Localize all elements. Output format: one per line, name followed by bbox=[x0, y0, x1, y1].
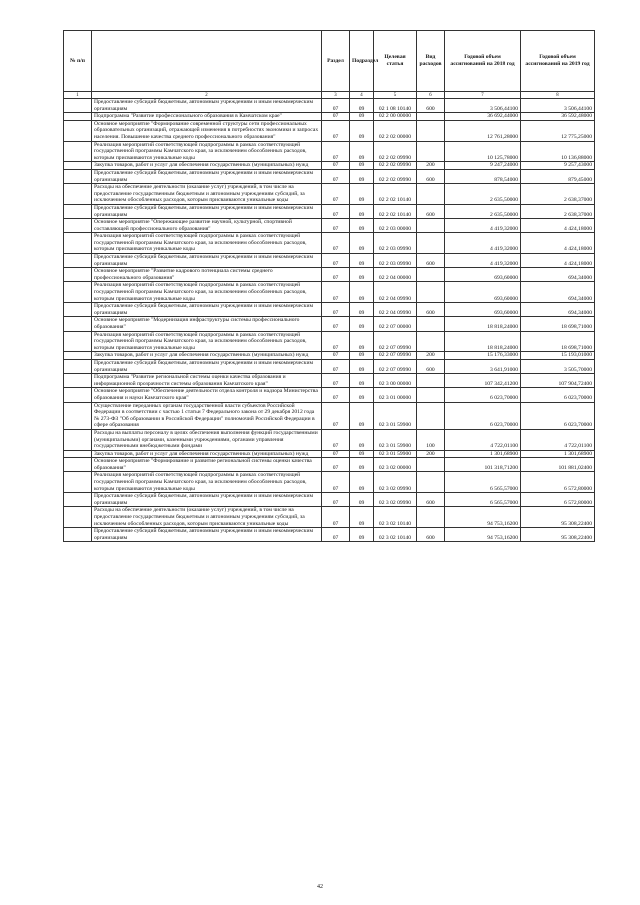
row-vid bbox=[417, 374, 445, 388]
row-number-cell bbox=[64, 507, 92, 528]
header-2019: Годовой объем ассигнований на 2019 год bbox=[521, 31, 595, 92]
table-row bbox=[64, 141, 595, 162]
row-vid: 600 bbox=[417, 303, 445, 317]
table-row bbox=[64, 162, 595, 170]
row-number-cell bbox=[64, 120, 92, 141]
row-number-cell bbox=[64, 254, 92, 268]
row-amount-2018: 693,60000 bbox=[445, 282, 521, 303]
row-podrazdel: 09 bbox=[350, 282, 374, 303]
column-number: 7 bbox=[445, 92, 521, 99]
row-amount-2018: 2 635,50000 bbox=[445, 184, 521, 205]
row-vid bbox=[417, 233, 445, 254]
row-number-cell bbox=[64, 472, 92, 493]
table-row bbox=[64, 204, 595, 218]
row-razdel: 07 bbox=[322, 169, 350, 183]
row-vid: 600 bbox=[417, 254, 445, 268]
table-row bbox=[64, 388, 595, 402]
table-row bbox=[64, 458, 595, 472]
row-amount-2019: 107 904,72400 bbox=[521, 374, 595, 388]
row-vid: 600 bbox=[417, 99, 445, 113]
row-podrazdel: 09 bbox=[350, 169, 374, 183]
row-number-cell bbox=[64, 528, 92, 542]
row-description: Предоставление субсидий бюджетным, автономным учреждениям и иным некоммерческим организациям bbox=[92, 528, 322, 542]
row-description: Предоставление субсидий бюджетным, автономным учреждениям и иным некоммерческим организациям bbox=[92, 169, 322, 183]
row-amount-2019: 694,34000 bbox=[521, 303, 595, 317]
row-podrazdel: 09 bbox=[350, 493, 374, 507]
row-number-cell bbox=[64, 233, 92, 254]
row-article: 02 2 03 09990 bbox=[374, 233, 417, 254]
header-article: Целевая статья bbox=[374, 31, 417, 92]
row-vid: 600 bbox=[417, 169, 445, 183]
row-razdel: 07 bbox=[322, 120, 350, 141]
column-number: 1 bbox=[64, 92, 92, 99]
row-razdel: 07 bbox=[322, 472, 350, 493]
row-vid: 200 bbox=[417, 450, 445, 458]
row-razdel: 07 bbox=[322, 429, 350, 450]
row-number-cell bbox=[64, 317, 92, 331]
row-podrazdel: 09 bbox=[350, 317, 374, 331]
row-podrazdel: 09 bbox=[350, 359, 374, 373]
row-vid bbox=[417, 507, 445, 528]
table-row bbox=[64, 113, 595, 121]
row-amount-2019: 6 023,70000 bbox=[521, 402, 595, 429]
table-row bbox=[64, 169, 595, 183]
row-description: Основное мероприятие "Опережающее развитие научной, культурной, спортивной составляющей профессионального образования" bbox=[92, 219, 322, 233]
row-description: Основное мероприятие "Обеспечение деятельности отдела контроля и надзора Министерства образования и науки Камчатского края" bbox=[92, 388, 322, 402]
row-article: 02 2 00 00000 bbox=[374, 113, 417, 121]
row-description: Расходы на обеспечение деятельности (оказание услуг) учреждений, в том числе на предоставление государственным бюджетным и автономным учреждениям субсидий, за исключением обособленных расходов, которым присваиваются уникальные коды bbox=[92, 184, 322, 205]
row-podrazdel: 09 bbox=[350, 99, 374, 113]
row-amount-2018: 36 692,44000 bbox=[445, 113, 521, 121]
table-row bbox=[64, 331, 595, 352]
header-number: № п/п bbox=[64, 31, 92, 92]
row-amount-2019: 95 308,22400 bbox=[521, 507, 595, 528]
header-razdel: Раздел bbox=[322, 31, 350, 92]
row-article: 02 2 07 00000 bbox=[374, 317, 417, 331]
row-number-cell bbox=[64, 450, 92, 458]
row-article: 02 2 07 09990 bbox=[374, 331, 417, 352]
row-amount-2018: 3 641,91000 bbox=[445, 359, 521, 373]
row-razdel: 07 bbox=[322, 204, 350, 218]
row-article: 02 2 03 00000 bbox=[374, 219, 417, 233]
row-amount-2019: 1 301,68900 bbox=[521, 450, 595, 458]
table-row bbox=[64, 268, 595, 282]
row-razdel: 07 bbox=[322, 374, 350, 388]
table-row bbox=[64, 352, 595, 360]
table-row bbox=[64, 402, 595, 429]
row-description: Предоставление субсидий бюджетным, автономным учреждениям и иным некоммерческим организациям bbox=[92, 254, 322, 268]
row-article: 02 2 07 09990 bbox=[374, 352, 417, 360]
row-razdel: 07 bbox=[322, 458, 350, 472]
row-podrazdel: 09 bbox=[350, 507, 374, 528]
row-amount-2019: 101 881,02400 bbox=[521, 458, 595, 472]
row-podrazdel: 09 bbox=[350, 204, 374, 218]
table-row bbox=[64, 359, 595, 373]
row-amount-2018: 3 506,44100 bbox=[445, 99, 521, 113]
row-article: 02 1 08 10140 bbox=[374, 99, 417, 113]
row-podrazdel: 09 bbox=[350, 113, 374, 121]
row-amount-2018: 693,60000 bbox=[445, 303, 521, 317]
row-vid: 100 bbox=[417, 429, 445, 450]
row-podrazdel: 09 bbox=[350, 141, 374, 162]
row-amount-2018: 4 419,32000 bbox=[445, 233, 521, 254]
row-description: Реализация мероприятий соответствующей подпрограммы в рамках соответствующей государственной программы Камчатского края, за исключением обособленных расходов, которым присваиваются уникальные коды bbox=[92, 331, 322, 352]
row-description: Реализация мероприятий соответствующей подпрограммы в рамках соответствующей государственной программы Камчатского края, за исключением обособленных расходов, которым присваиваются уникальные коды bbox=[92, 472, 322, 493]
row-description: Основное мероприятие "Формирование современной структуры сети профессиональных образовательных организаций, отражающей изменения в потребностях экономики и запросах населения. Повышение качества среднего профессионального образования" bbox=[92, 120, 322, 141]
row-amount-2019: 4 722,01100 bbox=[521, 429, 595, 450]
column-number-row bbox=[64, 92, 595, 99]
row-amount-2019: 3 505,70000 bbox=[521, 359, 595, 373]
row-vid: 600 bbox=[417, 528, 445, 542]
row-number-cell bbox=[64, 303, 92, 317]
row-description: Реализация мероприятий соответствующей подпрограммы в рамках соответствующей государственной программы Камчатского края, за исключением обособленных расходов, которым присваиваются уникальные коды bbox=[92, 233, 322, 254]
row-amount-2018: 107 342,41200 bbox=[445, 374, 521, 388]
row-podrazdel: 09 bbox=[350, 254, 374, 268]
row-amount-2019: 18 698,71000 bbox=[521, 331, 595, 352]
row-article: 02 2 02 10140 bbox=[374, 204, 417, 218]
row-razdel: 07 bbox=[322, 233, 350, 254]
row-amount-2018: 9 247,24000 bbox=[445, 162, 521, 170]
row-podrazdel: 09 bbox=[350, 374, 374, 388]
row-amount-2018: 6 565,57000 bbox=[445, 493, 521, 507]
row-razdel: 07 bbox=[322, 528, 350, 542]
row-description: Закупка товаров, работ и услуг для обеспечения государственных (муниципальных) нужд bbox=[92, 162, 322, 170]
row-amount-2019: 4 424,18000 bbox=[521, 219, 595, 233]
row-article: 02 3 01 59900 bbox=[374, 429, 417, 450]
row-razdel: 07 bbox=[322, 282, 350, 303]
table-row bbox=[64, 233, 595, 254]
row-podrazdel: 09 bbox=[350, 162, 374, 170]
row-razdel: 07 bbox=[322, 402, 350, 429]
row-number-cell bbox=[64, 388, 92, 402]
row-vid bbox=[417, 120, 445, 141]
column-number: 3 bbox=[322, 92, 350, 99]
row-article: 02 2 04 09990 bbox=[374, 303, 417, 317]
row-amount-2018: 94 753,16200 bbox=[445, 507, 521, 528]
row-description: Предоставление субсидий бюджетным, автономным учреждениям и иным некоммерческим организациям bbox=[92, 359, 322, 373]
row-number-cell bbox=[64, 429, 92, 450]
row-article: 02 2 02 10140 bbox=[374, 184, 417, 205]
row-podrazdel: 09 bbox=[350, 528, 374, 542]
table-row bbox=[64, 493, 595, 507]
row-number-cell bbox=[64, 374, 92, 388]
row-description: Основное мероприятие "Модернизация инфраструктуры системы профессионального образования" bbox=[92, 317, 322, 331]
row-number-cell bbox=[64, 458, 92, 472]
row-razdel: 07 bbox=[322, 162, 350, 170]
row-amount-2019: 10 136,88000 bbox=[521, 141, 595, 162]
row-podrazdel: 09 bbox=[350, 184, 374, 205]
row-article: 02 3 02 10140 bbox=[374, 528, 417, 542]
table-row bbox=[64, 303, 595, 317]
table-row bbox=[64, 528, 595, 542]
row-razdel: 07 bbox=[322, 113, 350, 121]
row-razdel: 07 bbox=[322, 303, 350, 317]
column-number: 8 bbox=[521, 92, 595, 99]
row-article: 02 2 07 09990 bbox=[374, 359, 417, 373]
row-podrazdel: 09 bbox=[350, 472, 374, 493]
row-razdel: 07 bbox=[322, 493, 350, 507]
row-amount-2019: 6 572,80000 bbox=[521, 493, 595, 507]
row-razdel: 07 bbox=[322, 184, 350, 205]
row-description: Подпрограмма "Развитие региональной системы оценки качества образования и информационной прозрачности системы образования Камчатского края" bbox=[92, 374, 322, 388]
row-podrazdel: 09 bbox=[350, 303, 374, 317]
row-description: Предоставление субсидий бюджетным, автономным учреждениям и иным некоммерческим организациям bbox=[92, 493, 322, 507]
row-article: 02 3 01 00000 bbox=[374, 388, 417, 402]
row-razdel: 07 bbox=[322, 388, 350, 402]
row-amount-2018: 12 761,28000 bbox=[445, 120, 521, 141]
row-amount-2018: 6 023,70000 bbox=[445, 402, 521, 429]
header-2018: Годовой объем ассигнований на 2018 год bbox=[445, 31, 521, 92]
row-vid bbox=[417, 388, 445, 402]
row-razdel: 07 bbox=[322, 268, 350, 282]
row-vid bbox=[417, 268, 445, 282]
row-podrazdel: 09 bbox=[350, 402, 374, 429]
row-vid: 600 bbox=[417, 493, 445, 507]
row-article: 02 3 02 00000 bbox=[374, 458, 417, 472]
row-podrazdel: 09 bbox=[350, 429, 374, 450]
row-description: Предоставление субсидий бюджетным, автономным учреждениям и иным некоммерческим организациям bbox=[92, 204, 322, 218]
row-number-cell bbox=[64, 352, 92, 360]
row-amount-2019: 2 638,37000 bbox=[521, 204, 595, 218]
row-vid: 600 bbox=[417, 204, 445, 218]
row-vid bbox=[417, 317, 445, 331]
row-amount-2018: 18 818,24000 bbox=[445, 331, 521, 352]
row-number-cell bbox=[64, 493, 92, 507]
row-amount-2018: 94 753,16200 bbox=[445, 528, 521, 542]
table-row bbox=[64, 184, 595, 205]
column-number: 4 bbox=[350, 92, 374, 99]
row-amount-2019: 4 424,18000 bbox=[521, 254, 595, 268]
row-article: 02 3 01 59900 bbox=[374, 402, 417, 429]
row-podrazdel: 09 bbox=[350, 450, 374, 458]
table-row bbox=[64, 254, 595, 268]
column-number: 5 bbox=[374, 92, 417, 99]
row-vid bbox=[417, 331, 445, 352]
table-row bbox=[64, 374, 595, 388]
row-amount-2019: 95 308,22400 bbox=[521, 528, 595, 542]
row-razdel: 07 bbox=[322, 99, 350, 113]
row-razdel: 07 bbox=[322, 450, 350, 458]
column-number: 2 bbox=[92, 92, 322, 99]
table-body bbox=[64, 99, 595, 542]
row-amount-2019: 3 506,44100 bbox=[521, 99, 595, 113]
row-number-cell bbox=[64, 184, 92, 205]
table-row bbox=[64, 507, 595, 528]
row-number-cell bbox=[64, 282, 92, 303]
budget-table bbox=[63, 30, 595, 542]
row-amount-2018: 15 176,33000 bbox=[445, 352, 521, 360]
row-number-cell bbox=[64, 141, 92, 162]
column-number: 6 bbox=[417, 92, 445, 99]
row-vid bbox=[417, 219, 445, 233]
row-vid: 200 bbox=[417, 352, 445, 360]
row-number-cell bbox=[64, 162, 92, 170]
row-number-cell bbox=[64, 99, 92, 113]
table-row bbox=[64, 120, 595, 141]
row-article: 02 2 04 00000 bbox=[374, 268, 417, 282]
row-description: Предоставление субсидий бюджетным, автономным учреждениям и иным некоммерческим организациям bbox=[92, 303, 322, 317]
row-vid bbox=[417, 282, 445, 303]
row-amount-2018: 4 722,01100 bbox=[445, 429, 521, 450]
row-razdel: 07 bbox=[322, 317, 350, 331]
row-podrazdel: 09 bbox=[350, 233, 374, 254]
row-description: Закупка товаров, работ и услуг для обеспечения государственных (муниципальных) нужд bbox=[92, 352, 322, 360]
row-article: 02 3 02 09990 bbox=[374, 493, 417, 507]
row-amount-2019: 6 023,70000 bbox=[521, 388, 595, 402]
row-podrazdel: 09 bbox=[350, 388, 374, 402]
row-vid bbox=[417, 458, 445, 472]
row-vid: 200 bbox=[417, 162, 445, 170]
row-amount-2018: 878,54000 bbox=[445, 169, 521, 183]
row-number-cell bbox=[64, 331, 92, 352]
page-number: 42 bbox=[317, 884, 323, 890]
row-razdel: 07 bbox=[322, 254, 350, 268]
row-amount-2019: 9 257,43000 bbox=[521, 162, 595, 170]
header-description bbox=[92, 31, 322, 92]
row-description: Подпрограмма "Развитие профессионального образования в Камчатском крае" bbox=[92, 113, 322, 121]
row-description: Расходы на обеспечение деятельности (оказание услуг) учреждений, в том числе на предоставление государственным бюджетным и автономным учреждениям субсидий, за исключением обособленных расходов, которым присваиваются уникальные коды bbox=[92, 507, 322, 528]
row-amount-2019: 879,45000 bbox=[521, 169, 595, 183]
row-amount-2019: 694,34000 bbox=[521, 268, 595, 282]
row-amount-2018: 10 125,78000 bbox=[445, 141, 521, 162]
row-amount-2019: 6 572,80000 bbox=[521, 472, 595, 493]
row-razdel: 07 bbox=[322, 507, 350, 528]
table-row bbox=[64, 99, 595, 113]
row-amount-2019: 694,34000 bbox=[521, 282, 595, 303]
row-amount-2018: 6 023,70000 bbox=[445, 388, 521, 402]
row-article: 02 2 02 09990 bbox=[374, 169, 417, 183]
row-amount-2019: 18 698,71000 bbox=[521, 317, 595, 331]
table-row bbox=[64, 429, 595, 450]
row-article: 02 2 02 00000 bbox=[374, 120, 417, 141]
row-vid bbox=[417, 472, 445, 493]
row-razdel: 07 bbox=[322, 331, 350, 352]
row-number-cell bbox=[64, 219, 92, 233]
row-amount-2019: 12 775,25000 bbox=[521, 120, 595, 141]
header-podrazdel: Подраздел bbox=[350, 31, 374, 92]
row-vid bbox=[417, 141, 445, 162]
row-vid bbox=[417, 184, 445, 205]
row-description: Основное мероприятие "Формирование и развитие региональной системы оценки качества образования" bbox=[92, 458, 322, 472]
table-row bbox=[64, 472, 595, 493]
row-podrazdel: 09 bbox=[350, 268, 374, 282]
row-number-cell bbox=[64, 402, 92, 429]
row-vid: 600 bbox=[417, 359, 445, 373]
table-row bbox=[64, 219, 595, 233]
row-description: Расходы на выплаты персоналу в целях обеспечения выполнения функций государственными (муниципальными) органами, казенными учреждениями, органами управления государственными внебюджетными фондами bbox=[92, 429, 322, 450]
row-article: 02 3 02 10140 bbox=[374, 507, 417, 528]
row-amount-2018: 2 635,50000 bbox=[445, 204, 521, 218]
row-description: Осуществление переданных органам государственной власти субъектов Российской Федерации в соответствии с частью 1 статьи 7 Федерального закона от 29 декабря 2012 года № 273-ФЗ "Об образовании в Российской Федерации" полномочий Российской Федерации в сфере образования bbox=[92, 402, 322, 429]
row-podrazdel: 09 bbox=[350, 352, 374, 360]
row-podrazdel: 09 bbox=[350, 120, 374, 141]
row-amount-2019: 15 193,01000 bbox=[521, 352, 595, 360]
row-razdel: 07 bbox=[322, 219, 350, 233]
row-description: Реализация мероприятий соответствующей подпрограммы в рамках соответствующей государственной программы Камчатского края, за исключением обособленных расходов, которым присваиваются уникальные коды bbox=[92, 141, 322, 162]
row-podrazdel: 09 bbox=[350, 331, 374, 352]
row-article: 02 3 00 00000 bbox=[374, 374, 417, 388]
row-number-cell bbox=[64, 359, 92, 373]
table-row bbox=[64, 282, 595, 303]
row-vid bbox=[417, 113, 445, 121]
row-description: Закупка товаров, работ и услуг для обеспечения государственных (муниципальных) нужд bbox=[92, 450, 322, 458]
table-row bbox=[64, 450, 595, 458]
table-row bbox=[64, 317, 595, 331]
row-podrazdel: 09 bbox=[350, 458, 374, 472]
row-amount-2018: 4 419,32000 bbox=[445, 254, 521, 268]
row-article: 02 2 03 09990 bbox=[374, 254, 417, 268]
row-number-cell bbox=[64, 113, 92, 121]
row-amount-2019: 36 592,48000 bbox=[521, 113, 595, 121]
row-description: Основное мероприятие "Развитие кадрового потенциала системы среднего профессионального образования" bbox=[92, 268, 322, 282]
row-razdel: 07 bbox=[322, 352, 350, 360]
row-amount-2019: 2 638,37000 bbox=[521, 184, 595, 205]
row-article: 02 2 02 09990 bbox=[374, 141, 417, 162]
row-article: 02 2 02 09990 bbox=[374, 162, 417, 170]
row-amount-2018: 101 318,71200 bbox=[445, 458, 521, 472]
row-podrazdel: 09 bbox=[350, 219, 374, 233]
row-amount-2018: 1 301,68900 bbox=[445, 450, 521, 458]
row-article: 02 2 04 09990 bbox=[374, 282, 417, 303]
row-number-cell bbox=[64, 268, 92, 282]
row-number-cell bbox=[64, 169, 92, 183]
row-number-cell bbox=[64, 204, 92, 218]
row-amount-2018: 6 565,57000 bbox=[445, 472, 521, 493]
row-razdel: 07 bbox=[322, 141, 350, 162]
row-article: 02 3 01 59900 bbox=[374, 450, 417, 458]
row-amount-2018: 18 818,24000 bbox=[445, 317, 521, 331]
row-amount-2018: 4 419,32000 bbox=[445, 219, 521, 233]
row-article: 02 3 02 09990 bbox=[374, 472, 417, 493]
row-description: Реализация мероприятий соответствующей подпрограммы в рамках соответствующей государственной программы Камчатского края, за исключением обособленных расходов, которым присваиваются уникальные коды bbox=[92, 282, 322, 303]
row-description: Предоставление субсидий бюджетным, автономным учреждениям и иным некоммерческим организациям bbox=[92, 99, 322, 113]
row-vid bbox=[417, 402, 445, 429]
row-amount-2018: 693,60000 bbox=[445, 268, 521, 282]
header-vid: Вид расходов bbox=[417, 31, 445, 92]
row-amount-2019: 4 424,18000 bbox=[521, 233, 595, 254]
row-razdel: 07 bbox=[322, 359, 350, 373]
table-header bbox=[64, 31, 595, 92]
